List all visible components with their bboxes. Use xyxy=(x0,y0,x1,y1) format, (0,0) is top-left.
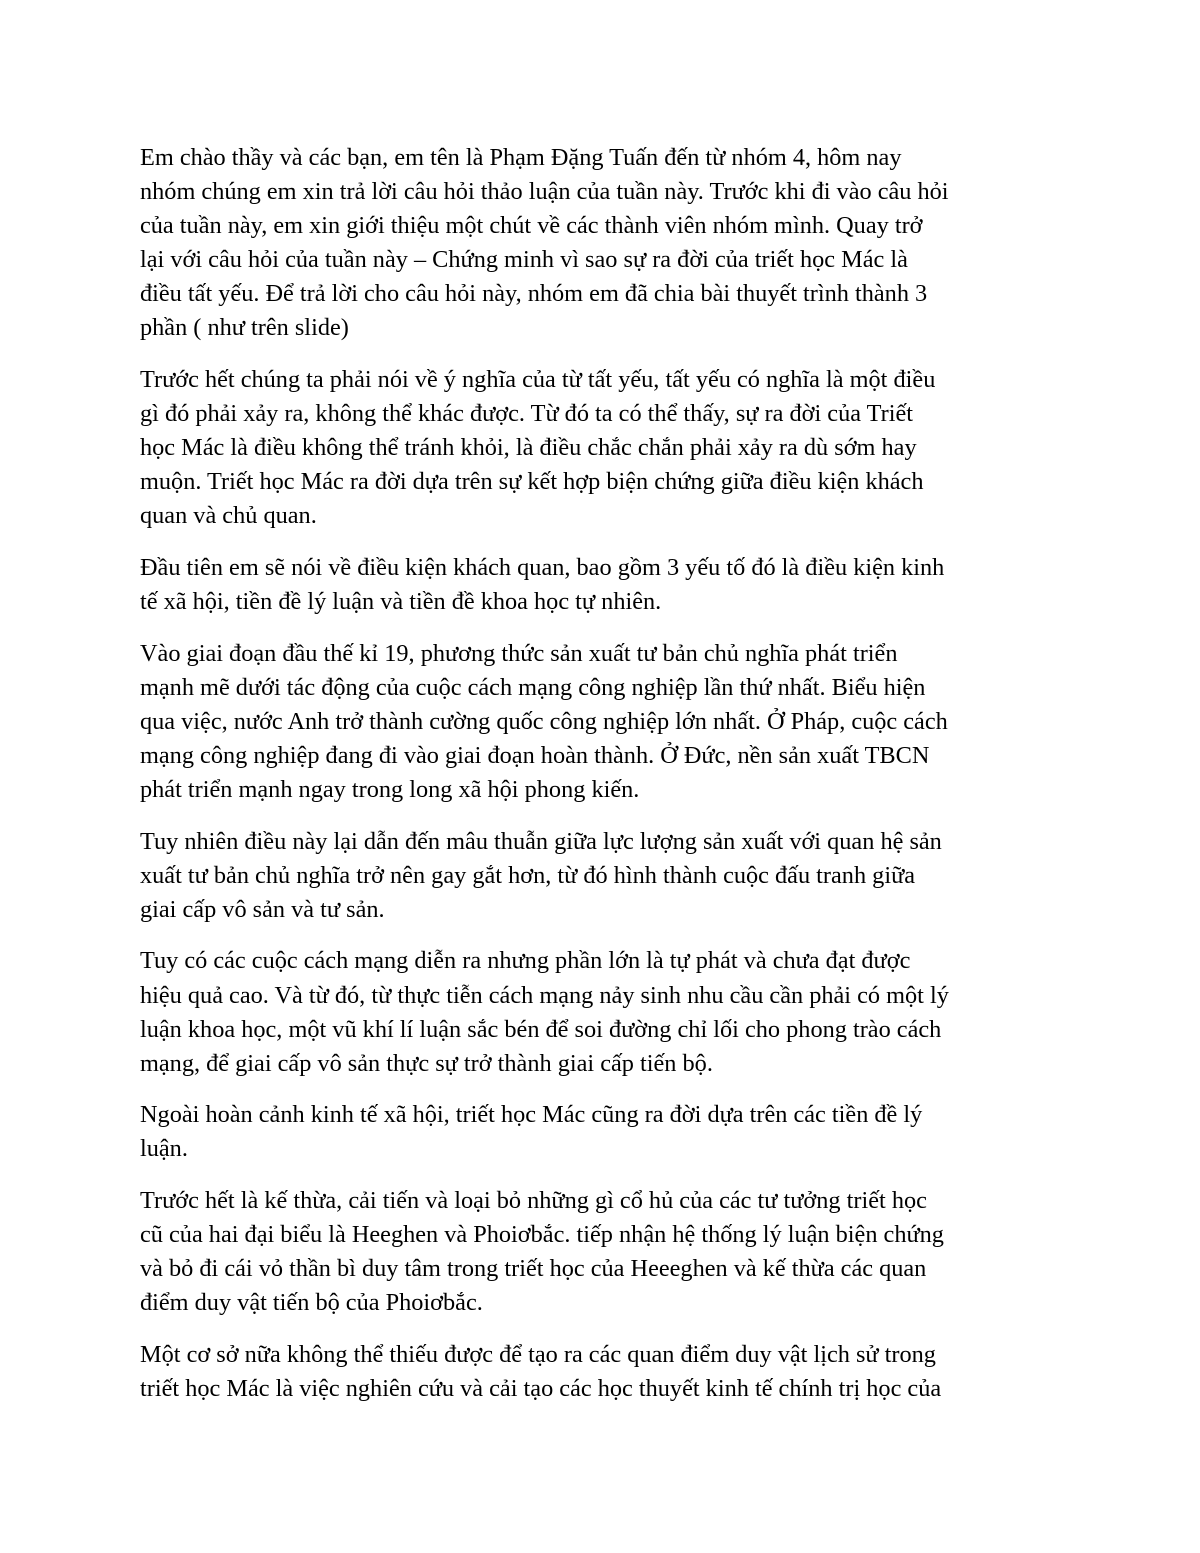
paragraph-7: Ngoài hoàn cảnh kinh tế xã hội, triết học Mác cũng ra đời dựa trên các tiền đề lý luận. xyxy=(140,1101,923,1163)
paragraph-3: Đầu tiên em sẽ nói về điều kiện khách quan, bao gồm 3 yếu tố đó là điều kiện kinh tế xã hội, tiền đề lý luận và tiền đề khoa học tự nhiên. xyxy=(140,554,945,616)
document-body xyxy=(140,141,1065,1424)
paragraph-1: Em chào thầy và các bạn, em tên là Phạm Đặng Tuấn đến từ nhóm 4, hôm nay nhóm chúng em xin trả lời câu hỏi thảo luận của tuần này. Trước khi đi vào câu hỏi của tuần này, em xin giới thiệu một chút về các thành viên nhóm mình. Quay trở lại với câu hỏi của tuần này – Chứng minh vì sao sự ra đời của triết học Mác là điều tất yếu. Để trả lời cho câu hỏi này, nhóm em đã chia bài thuyết trình thành 3 phần ( như trên slide) xyxy=(140,144,949,342)
paragraph-2: Trước hết chúng ta phải nói về ý nghĩa của từ tất yếu, tất yếu có nghĩa là một điều gì đó phải xảy ra, không thể khác được. Từ đó ta có thể thấy, sự ra đời của Triết học Mác là điều không thể tránh khỏi, là điều chắc chắn phải xảy ra dù sớm hay muộn. Triết học Mác ra đời dựa trên sự kết hợp biện chứng giữa điều kiện khách quan và chủ quan. xyxy=(140,366,936,530)
paragraph-8: Trước hết là kế thừa, cải tiến và loại bỏ những gì cổ hủ của các tư tưởng triết học cũ của hai đại biểu là Heeghen và Phoiơbắc. tiếp nhận hệ thống lý luận biện chứng và bỏ đi cái vỏ thần bì duy tâm trong triết học của Heeeghen và kế thừa các quan điểm duy vật tiến bộ của Phoiơbắc. xyxy=(140,1187,944,1317)
paragraph-4: Vào giai đoạn đầu thế kỉ 19, phương thức sản xuất tư bản chủ nghĩa phát triển mạnh mẽ dưới tác động của cuộc cách mạng công nghiệp lần thứ nhất. Biểu hiện qua việc, nước Anh trở thành cường quốc công nghiệp lớn nhất. Ở Pháp, cuộc cách mạng công nghiệp đang đi vào giai đoạn hoàn thành. Ở Đức, nền sản xuất TBCN phát triển mạnh ngay trong long xã hội phong kiến. xyxy=(140,639,948,804)
paragraph-9: Một cơ sở nữa không thể thiếu được để tạo ra các quan điểm duy vật lịch sử trong triết học Mác là việc nghiên cứu và cải tạo các học thuyết kinh tế chính trị học của xyxy=(140,1340,942,1402)
paragraph-6: Tuy có các cuộc cách mạng diễn ra nhưng phần lớn là tự phát và chưa đạt được hiệu quả cao. Và từ đó, từ thực tiễn cách mạng nảy sinh nhu cầu cần phải có một lý luận khoa học, một vũ khí lí luận sắc bén để soi đường chỉ lối cho phong trào cách mạng, để giai cấp vô sản thực sự trở thành giai cấp tiến bộ. xyxy=(140,947,949,1077)
paragraph-5: Tuy nhiên điều này lại dẫn đến mâu thuẫn giữa lực lượng sản xuất với quan hệ sản xuất tư bản chủ nghĩa trở nên gay gắt hơn, từ đó hình thành cuộc đấu tranh giữa giai cấp vô sản và tư sản. xyxy=(140,827,942,923)
